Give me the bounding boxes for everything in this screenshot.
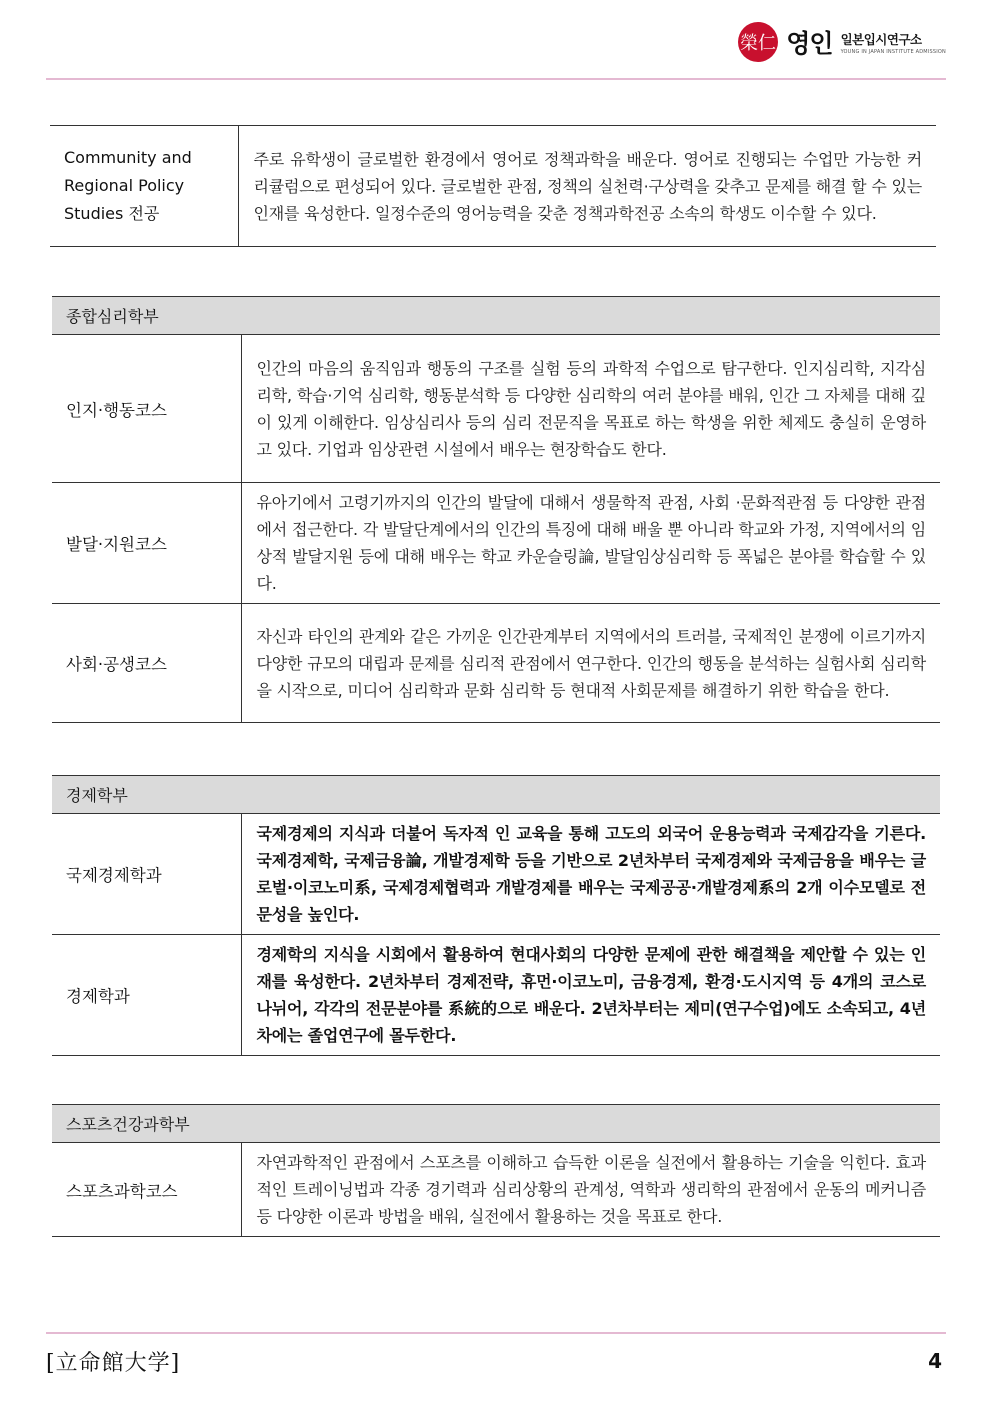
- economics-table: [52, 775, 940, 1056]
- section-title-economics: 경제학부: [52, 776, 940, 814]
- table-row: [52, 935, 940, 1056]
- university-name: [立命館大学]: [46, 1351, 181, 1376]
- major-description: 주로 유학생이 글로벌한 환경에서 영어로 정책과학을 배운다. 영어로 진행되는 수업만 가능한 커리큘럼으로 편성되어 있다. 글로벌한 관점, 정책의 실천력·구상력을 갖추고 문제를 해결 할 수 있는 인재를 육성한다. 일정수준의 영어능력을 갖춘 정책과학전공 소속의 학생도 이수할 수 있다.: [238, 126, 936, 247]
- course-description: 자신과 타인의 관계와 같은 가끼운 인간관계부터 지역에서의 트러블, 국제적인 분쟁에 이르기까지 다양한 규모의 대립과 문제를 심리적 관점에서 연구한다. 인간의 행동을 분석하는 실험사회 심리학을 시작으로, 미디어 심리학과 문화 심리학 등 현대적 사회문제를 해결하기 위한 학습을 한다.: [241, 604, 940, 723]
- seal-icon: [736, 20, 780, 64]
- sports-table: [52, 1104, 940, 1237]
- course-description: 자연과학적인 관점에서 스포츠를 이해하고 습득한 이론을 실전에서 활용하는 기술을 익힌다. 효과적인 트레이닝법과 각종 경기력과 심리상황의 관계성, 역학과 생리학의 관점에서 운동의 메커니즘 등 다양한 이론과 방법을 배워, 실전에서 활용하는 것을 목표로 한다.: [241, 1143, 940, 1237]
- policy-table: [50, 125, 936, 247]
- department-name: 국제경제학과: [52, 814, 241, 935]
- brand-logo: [736, 20, 946, 64]
- table-row: [52, 604, 940, 723]
- section-title-sports: 스포츠건강과학부: [52, 1105, 940, 1143]
- department-description: 경제학의 지식을 시회에서 활용하여 현대사회의 다양한 문제에 관한 해결책을 제안할 수 있는 인재를 육성한다. 2년차부터 경제전략, 휴먼·이코노미, 금융경제, 환경·도시지역 등 4개의 코스로 나뉘어, 각각의 전문분야를 系統的으로 배운다. 2년차부터는 제미(연구수업)에도 소속되고, 4년차에는 졸업연구에 몰두한다.: [241, 935, 940, 1056]
- course-name: 스포츠과학코스: [52, 1143, 241, 1237]
- course-name: 발달·지원코스: [52, 483, 241, 604]
- table-row: [52, 1143, 940, 1237]
- brand-name: 영인: [786, 29, 833, 58]
- course-name: 사회·공생코스: [52, 604, 241, 723]
- course-description: 유아기에서 고령기까지의 인간의 발달에 대해서 생물학적 관점, 사회 ·문화적관점 등 다양한 관점에서 접근한다. 각 발달단계에서의 인간의 특징에 대해 배울 뿐 아니라 학교와 가정, 지역에서의 임상적 발달지원 등에 대해 배우는 학교 카운슬링論, 발달임상심리학 등 폭넓은 분야를 학습할 수 있다.: [241, 483, 940, 604]
- table-row: [52, 483, 940, 604]
- page-number: 4: [928, 1349, 942, 1373]
- table-row: [52, 335, 940, 483]
- section-title-psychology: 종합심리학부: [52, 297, 940, 335]
- course-description: 인간의 마음의 움직임과 행동의 구조를 실험 등의 과학적 수업으로 탐구한다. 인지심리학, 지각심리학, 학습·기억 심리학, 행동분석학 등 다양한 심리학의 여러 분야를 배워, 인간 그 자체를 대해 깊이 있게 이해한다. 임상심리사 등의 심리 전문직을 목표로 하는 학생을 위한 체제도 충실히 운영하고 있다. 기업과 임상관련 시설에서 배우는 현장학습도 한다.: [241, 335, 940, 483]
- footer-divider: [46, 1332, 946, 1334]
- major-name: Community and Regional Policy Studies 전공: [50, 126, 238, 247]
- brand-english: YOUNG IN JAPAN INSTITUTE ADMISSION: [840, 48, 946, 55]
- table-row: [50, 126, 936, 247]
- department-description: 국제경제의 지식과 더불어 독자적 인 교육을 통해 고도의 외국어 운용능력과 국제감각을 기른다. 국제경제학, 국제금융論, 개발경제학 등을 기반으로 2년차부터 국제경제와 국제금융을 배우는 글로벌·이코노미系, 국제경제협력과 개발경제를 배우는 국제공공·개발경제系의 2개 이수모델로 전문성을 높인다.: [241, 814, 940, 935]
- table-row: [52, 814, 940, 935]
- header-divider: [46, 78, 946, 80]
- seal-text: 榮仁: [740, 33, 777, 54]
- department-name: 경제학과: [52, 935, 241, 1056]
- course-name: 인지·행동코스: [52, 335, 241, 483]
- brand-subtitle: 일본입시연구소: [840, 31, 922, 47]
- psychology-table: [52, 296, 940, 723]
